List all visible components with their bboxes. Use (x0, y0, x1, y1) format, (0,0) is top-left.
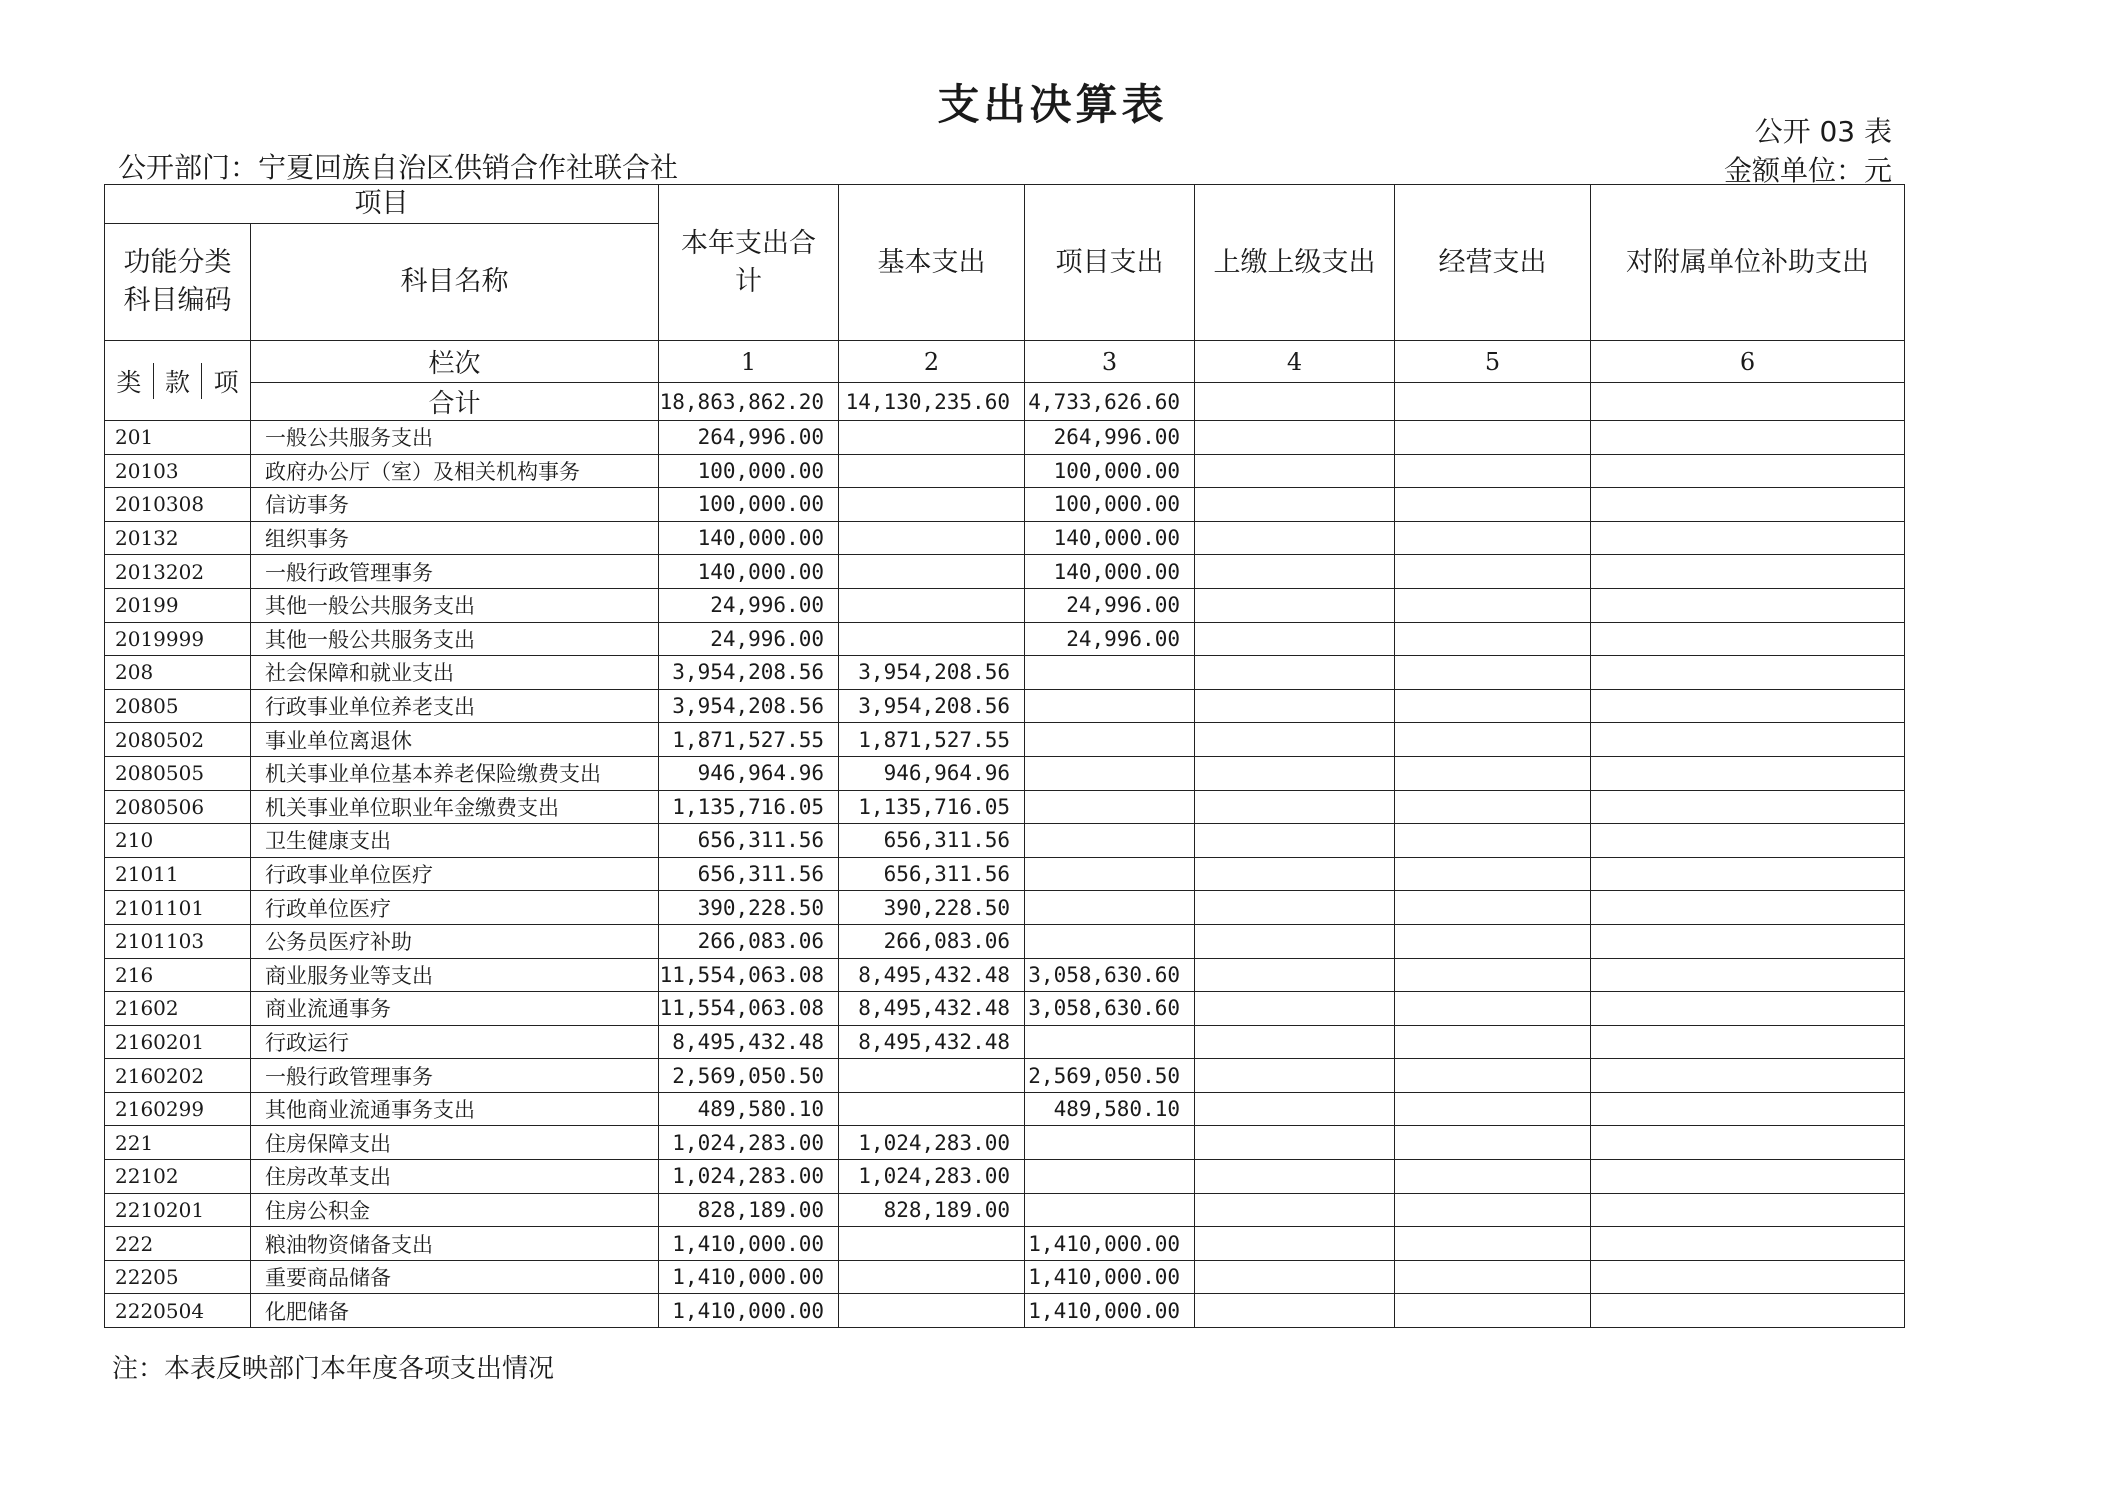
row-project: 3,058,630.60 (1025, 992, 1195, 1026)
header-upper: 上缴上级支出 (1195, 185, 1395, 341)
row-subsidy (1591, 1092, 1905, 1126)
row-total: 1,871,527.55 (659, 723, 839, 757)
subject-code: 201 (105, 421, 251, 455)
row-subsidy (1591, 924, 1905, 958)
table-row (105, 992, 1905, 1026)
table-row (105, 824, 1905, 858)
total-subsidy (1591, 383, 1905, 421)
row-business (1395, 891, 1591, 925)
header-kuan: 款 (153, 363, 202, 399)
row-basic: 3,954,208.56 (839, 689, 1025, 723)
row-project: 489,580.10 (1025, 1092, 1195, 1126)
row-total: 264,996.00 (659, 421, 839, 455)
row-project: 264,996.00 (1025, 421, 1195, 455)
row-subsidy (1591, 857, 1905, 891)
row-basic (839, 622, 1025, 656)
header-xiang: 项 (201, 363, 250, 399)
row-project (1025, 1160, 1195, 1194)
row-basic: 1,024,283.00 (839, 1160, 1025, 1194)
row-subsidy (1591, 1294, 1905, 1328)
column-number-1: 1 (659, 341, 839, 383)
row-business (1395, 756, 1591, 790)
row-business (1395, 521, 1591, 555)
row-project (1025, 891, 1195, 925)
subject-code: 20199 (105, 588, 251, 622)
row-subsidy (1591, 622, 1905, 656)
subject-code: 221 (105, 1126, 251, 1160)
column-number-5: 5 (1395, 341, 1591, 383)
row-business (1395, 421, 1591, 455)
row-basic: 390,228.50 (839, 891, 1025, 925)
row-upper (1195, 723, 1395, 757)
subject-name: 信访事务 (251, 488, 659, 522)
row-business (1395, 1160, 1591, 1194)
subject-code: 2013202 (105, 555, 251, 589)
row-business (1395, 656, 1591, 690)
subject-code: 2101101 (105, 891, 251, 925)
row-subsidy (1591, 723, 1905, 757)
row-project (1025, 790, 1195, 824)
row-total: 1,135,716.05 (659, 790, 839, 824)
row-total: 1,024,283.00 (659, 1160, 839, 1194)
header-func-code: 功能分类科目编码 (105, 224, 251, 341)
row-basic: 1,871,527.55 (839, 723, 1025, 757)
row-upper (1195, 824, 1395, 858)
row-upper (1195, 622, 1395, 656)
row-subsidy (1591, 992, 1905, 1026)
table-row (105, 790, 1905, 824)
row-total: 390,228.50 (659, 891, 839, 925)
row-upper (1195, 924, 1395, 958)
subject-name: 商业服务业等支出 (251, 958, 659, 992)
row-project: 1,410,000.00 (1025, 1260, 1195, 1294)
table-row (105, 1160, 1905, 1194)
column-number-4: 4 (1195, 341, 1395, 383)
row-upper (1195, 1227, 1395, 1261)
subject-code: 2210201 (105, 1193, 251, 1227)
table-row (105, 454, 1905, 488)
row-business (1395, 555, 1591, 589)
row-total: 1,410,000.00 (659, 1260, 839, 1294)
row-project (1025, 756, 1195, 790)
subject-code: 2019999 (105, 622, 251, 656)
table-row (105, 1092, 1905, 1126)
row-project: 140,000.00 (1025, 555, 1195, 589)
table-row (105, 656, 1905, 690)
row-project: 100,000.00 (1025, 488, 1195, 522)
row-project: 24,996.00 (1025, 588, 1195, 622)
table-row (105, 555, 1905, 589)
row-business (1395, 723, 1591, 757)
row-upper (1195, 656, 1395, 690)
column-number-6: 6 (1591, 341, 1905, 383)
table-row (105, 1260, 1905, 1294)
row-subsidy (1591, 555, 1905, 589)
row-basic: 1,024,283.00 (839, 1126, 1025, 1160)
row-basic (839, 454, 1025, 488)
row-upper (1195, 521, 1395, 555)
subject-name: 商业流通事务 (251, 992, 659, 1026)
form-code: 公开 03 表 (1754, 115, 1892, 148)
row-project: 24,996.00 (1025, 622, 1195, 656)
row-business (1395, 857, 1591, 891)
subject-name: 其他一般公共服务支出 (251, 622, 659, 656)
row-subsidy (1591, 1260, 1905, 1294)
row-project (1025, 723, 1195, 757)
subject-name: 组织事务 (251, 521, 659, 555)
row-subsidy (1591, 488, 1905, 522)
total-project: 4,733,626.60 (1025, 383, 1195, 421)
row-project (1025, 656, 1195, 690)
row-subsidy (1591, 756, 1905, 790)
row-total: 656,311.56 (659, 824, 839, 858)
table-row (105, 1025, 1905, 1059)
row-basic: 8,495,432.48 (839, 1025, 1025, 1059)
row-project: 1,410,000.00 (1025, 1227, 1195, 1261)
subject-name: 一般公共服务支出 (251, 421, 659, 455)
total-label: 合计 (251, 383, 659, 421)
row-business (1395, 1227, 1591, 1261)
header-project: 项目支出 (1025, 185, 1195, 341)
subject-name: 政府办公厅（室）及相关机构事务 (251, 454, 659, 488)
row-project (1025, 1025, 1195, 1059)
row-basic: 828,189.00 (839, 1193, 1025, 1227)
column-number-3: 3 (1025, 341, 1195, 383)
row-upper (1195, 588, 1395, 622)
subject-code: 210 (105, 824, 251, 858)
table-row (105, 924, 1905, 958)
subject-code: 2080506 (105, 790, 251, 824)
row-upper (1195, 1059, 1395, 1093)
row-basic (839, 521, 1025, 555)
row-basic: 8,495,432.48 (839, 958, 1025, 992)
row-upper (1195, 1160, 1395, 1194)
row-upper (1195, 1126, 1395, 1160)
subject-code: 20132 (105, 521, 251, 555)
subject-name: 化肥储备 (251, 1294, 659, 1328)
row-basic (839, 1260, 1025, 1294)
total-business (1395, 383, 1591, 421)
subject-name: 住房保障支出 (251, 1126, 659, 1160)
row-total: 100,000.00 (659, 454, 839, 488)
table-row (105, 1126, 1905, 1160)
row-total: 1,410,000.00 (659, 1294, 839, 1328)
row-subsidy (1591, 1193, 1905, 1227)
row-subsidy (1591, 454, 1905, 488)
subject-name: 粮油物资储备支出 (251, 1227, 659, 1261)
row-total: 11,554,063.08 (659, 958, 839, 992)
row-basic: 3,954,208.56 (839, 656, 1025, 690)
row-basic (839, 421, 1025, 455)
subject-code: 222 (105, 1227, 251, 1261)
subject-name: 公务员医疗补助 (251, 924, 659, 958)
subject-name: 社会保障和就业支出 (251, 656, 659, 690)
row-project: 140,000.00 (1025, 521, 1195, 555)
subject-name: 卫生健康支出 (251, 824, 659, 858)
row-total: 656,311.56 (659, 857, 839, 891)
row-business (1395, 1126, 1591, 1160)
table-row (105, 756, 1905, 790)
subject-name: 行政事业单位养老支出 (251, 689, 659, 723)
table-row (105, 1059, 1905, 1093)
row-total: 3,954,208.56 (659, 656, 839, 690)
column-number-2: 2 (839, 341, 1025, 383)
subject-name: 行政事业单位医疗 (251, 857, 659, 891)
row-total: 1,024,283.00 (659, 1126, 839, 1160)
row-upper (1195, 689, 1395, 723)
total-upper (1195, 383, 1395, 421)
row-upper (1195, 891, 1395, 925)
row-total: 828,189.00 (659, 1193, 839, 1227)
row-project (1025, 824, 1195, 858)
row-subsidy (1591, 1126, 1905, 1160)
subject-code: 2080505 (105, 756, 251, 790)
row-basic: 8,495,432.48 (839, 992, 1025, 1026)
header-basic: 基本支出 (839, 185, 1025, 341)
table-row (105, 1294, 1905, 1328)
row-business (1395, 1059, 1591, 1093)
table-row (105, 521, 1905, 555)
row-business (1395, 924, 1591, 958)
row-total: 8,495,432.48 (659, 1025, 839, 1059)
department-label: 公开部门：宁夏回族自治区供销合作社联合社 (118, 151, 679, 184)
row-business (1395, 790, 1591, 824)
row-project (1025, 857, 1195, 891)
subject-name: 住房改革支出 (251, 1160, 659, 1194)
row-total: 1,410,000.00 (659, 1227, 839, 1261)
table-row (105, 1193, 1905, 1227)
row-upper (1195, 1260, 1395, 1294)
row-subsidy (1591, 656, 1905, 690)
subject-code: 21602 (105, 992, 251, 1026)
subject-code: 208 (105, 656, 251, 690)
row-subsidy (1591, 891, 1905, 925)
row-subsidy (1591, 1059, 1905, 1093)
header-lei-kuan-xiang (105, 341, 251, 421)
subject-code: 2160299 (105, 1092, 251, 1126)
table-row (105, 588, 1905, 622)
subject-name: 一般行政管理事务 (251, 555, 659, 589)
subject-name: 重要商品储备 (251, 1260, 659, 1294)
row-subsidy (1591, 521, 1905, 555)
row-business (1395, 689, 1591, 723)
row-total: 24,996.00 (659, 588, 839, 622)
row-basic (839, 488, 1025, 522)
row-business (1395, 1193, 1591, 1227)
row-basic (839, 1059, 1025, 1093)
row-total: 140,000.00 (659, 555, 839, 589)
subject-code: 20103 (105, 454, 251, 488)
row-upper (1195, 992, 1395, 1026)
row-project (1025, 924, 1195, 958)
row-project: 2,569,050.50 (1025, 1059, 1195, 1093)
subject-name: 行政单位医疗 (251, 891, 659, 925)
subject-name: 其他一般公共服务支出 (251, 588, 659, 622)
subject-code: 22102 (105, 1160, 251, 1194)
row-subsidy (1591, 1025, 1905, 1059)
row-basic: 656,311.56 (839, 824, 1025, 858)
row-subsidy (1591, 824, 1905, 858)
total-all: 18,863,862.20 (659, 383, 839, 421)
table-row (105, 857, 1905, 891)
subject-name: 机关事业单位职业年金缴费支出 (251, 790, 659, 824)
row-business (1395, 488, 1591, 522)
row-total: 11,554,063.08 (659, 992, 839, 1026)
subject-name: 一般行政管理事务 (251, 1059, 659, 1093)
subject-code: 2160201 (105, 1025, 251, 1059)
row-business (1395, 1092, 1591, 1126)
subject-name: 住房公积金 (251, 1193, 659, 1227)
row-total: 266,083.06 (659, 924, 839, 958)
subject-code: 20805 (105, 689, 251, 723)
row-upper (1195, 790, 1395, 824)
row-basic (839, 588, 1025, 622)
subject-name: 机关事业单位基本养老保险缴费支出 (251, 756, 659, 790)
unit-label: 金额单位：元 (1723, 154, 1892, 187)
row-upper (1195, 421, 1395, 455)
table-row (105, 1227, 1905, 1261)
row-basic (839, 1227, 1025, 1261)
row-subsidy (1591, 421, 1905, 455)
row-business (1395, 824, 1591, 858)
subject-code: 216 (105, 958, 251, 992)
row-upper (1195, 454, 1395, 488)
subject-code: 2220504 (105, 1294, 251, 1328)
row-project (1025, 1126, 1195, 1160)
subject-name: 行政运行 (251, 1025, 659, 1059)
row-total: 140,000.00 (659, 521, 839, 555)
row-subsidy (1591, 958, 1905, 992)
row-business (1395, 588, 1591, 622)
row-basic: 946,964.96 (839, 756, 1025, 790)
row-basic (839, 555, 1025, 589)
subject-name: 事业单位离退休 (251, 723, 659, 757)
row-business (1395, 1025, 1591, 1059)
footnote: 注：本表反映部门本年度各项支出情况 (112, 1354, 555, 1384)
row-total: 24,996.00 (659, 622, 839, 656)
table-row (105, 689, 1905, 723)
table-row (105, 958, 1905, 992)
row-business (1395, 1294, 1591, 1328)
row-project: 100,000.00 (1025, 454, 1195, 488)
subject-code: 22205 (105, 1260, 251, 1294)
header-item: 项目 (105, 185, 659, 224)
row-project (1025, 1193, 1195, 1227)
row-upper (1195, 1025, 1395, 1059)
row-upper (1195, 488, 1395, 522)
subject-code: 2160202 (105, 1059, 251, 1093)
page-title: 支出决算表 (937, 80, 1168, 129)
row-total: 946,964.96 (659, 756, 839, 790)
header-business: 经营支出 (1395, 185, 1591, 341)
row-basic: 1,135,716.05 (839, 790, 1025, 824)
row-total: 489,580.10 (659, 1092, 839, 1126)
row-subsidy (1591, 1160, 1905, 1194)
row-basic (839, 1294, 1025, 1328)
row-upper (1195, 857, 1395, 891)
row-upper (1195, 1193, 1395, 1227)
row-business (1395, 1260, 1591, 1294)
row-total: 3,954,208.56 (659, 689, 839, 723)
row-subsidy (1591, 790, 1905, 824)
row-upper (1195, 555, 1395, 589)
subject-code: 2010308 (105, 488, 251, 522)
row-business (1395, 454, 1591, 488)
subject-code: 2080502 (105, 723, 251, 757)
row-upper (1195, 1092, 1395, 1126)
header-total: 本年支出合计 (659, 185, 839, 341)
row-upper (1195, 756, 1395, 790)
row-basic: 266,083.06 (839, 924, 1025, 958)
subject-code: 21011 (105, 857, 251, 891)
subject-name: 其他商业流通事务支出 (251, 1092, 659, 1126)
header-subsidy: 对附属单位补助支出 (1591, 185, 1905, 341)
row-project: 3,058,630.60 (1025, 958, 1195, 992)
expenditure-table (104, 184, 1905, 1328)
header-lanci: 栏次 (251, 341, 659, 383)
row-upper (1195, 1294, 1395, 1328)
row-business (1395, 992, 1591, 1026)
header-lei: 类 (116, 367, 142, 397)
table-row (105, 891, 1905, 925)
row-total: 2,569,050.50 (659, 1059, 839, 1093)
row-project (1025, 689, 1195, 723)
row-project: 1,410,000.00 (1025, 1294, 1195, 1328)
table-row (105, 488, 1905, 522)
row-business (1395, 622, 1591, 656)
subject-code: 2101103 (105, 924, 251, 958)
table-row (105, 723, 1905, 757)
row-subsidy (1591, 588, 1905, 622)
row-business (1395, 958, 1591, 992)
header-subject-name: 科目名称 (251, 224, 659, 341)
total-basic: 14,130,235.60 (839, 383, 1025, 421)
row-basic: 656,311.56 (839, 857, 1025, 891)
table-row (105, 622, 1905, 656)
row-total: 100,000.00 (659, 488, 839, 522)
row-subsidy (1591, 1227, 1905, 1261)
table-row (105, 421, 1905, 455)
row-upper (1195, 958, 1395, 992)
row-subsidy (1591, 689, 1905, 723)
row-basic (839, 1092, 1025, 1126)
